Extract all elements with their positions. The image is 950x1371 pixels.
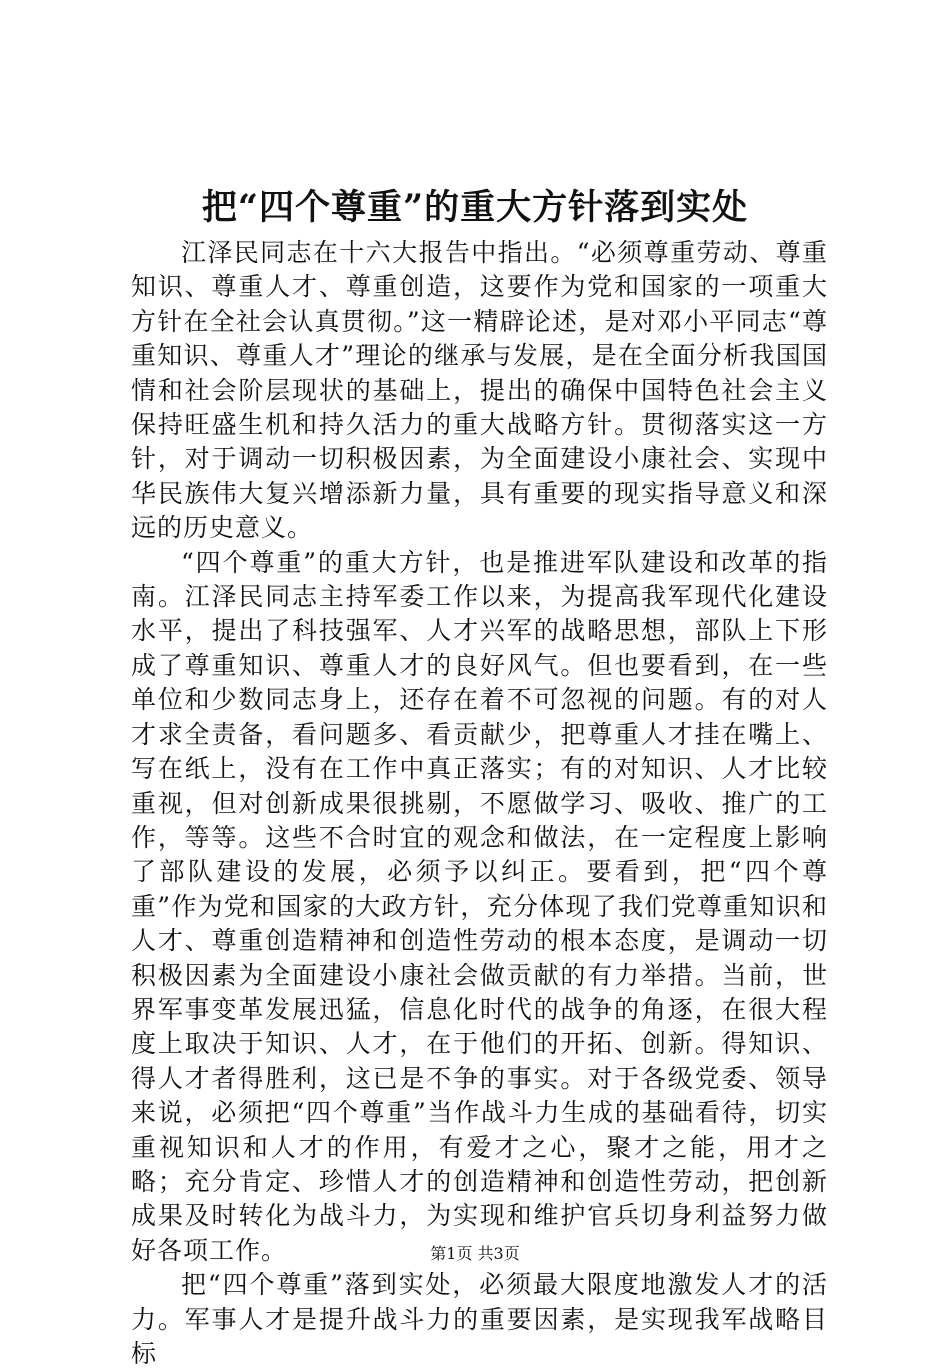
document-body: [131, 236, 828, 1371]
document-title: 把“四个尊重”的重大方针落到实处: [201, 187, 749, 228]
page-number-footer: 第1页 共3页: [430, 1244, 520, 1263]
paragraph-1: 江泽民同志在十六大报告中指出。“必须尊重劳动、尊重知识、尊重人才、尊重创造，这要作为党和国家的一项重大方针在全社会认真贯彻。”这一精辟论述，是对邓小平同志“尊重知识、尊重人才”理论的继承与发展，是在全面分析我国国情和社会阶层现状的基础上，提出的确保中国特色社会主义保持旺盛生机和持久活力的重大战略方针。贯彻落实这一方针，对于调动一切积极因素，为全面建设小康社会、实现中华民族伟大复兴增添新力量，具有重要的现实指导意义和深远的历史意义。: [131, 238, 828, 543]
paragraph-3: 把“四个尊重”落到实处，必须最大限度地激发人才的活力。军事人才是提升战斗力的重要因素，是实现我军战略目标: [131, 1270, 828, 1368]
paragraph-2: “四个尊重”的重大方针，也是推进军队建设和改革的指南。江泽民同志主持军委工作以来，为提高我军现代化建设水平，提出了科技强军、人才兴军的战略思想，部队上下形成了尊重知识、尊重人才的良好风气。但也要看到，在一些单位和少数同志身上，还存在着不可忽视的问题。有的对人才求全责备，看问题多、看贡献少，把尊重人才挂在嘴上、写在纸上，没有在工作中真正落实；有的对知识、人才比较重视，但对创新成果很挑剔，不愿做学习、吸收、推广的工作，等等。这些不合时宜的观念和做法，在一定程度上影响了部队建设的发展，必须予以纠正。要看到，把“四个尊重”作为党和国家的大政方针，充分体现了我们党尊重知识和人才、尊重创造精神和创造性劳动的根本态度，是调动一切积极因素为全面建设小康社会做贡献的有力举措。当前，世界军事变革发展迅猛，信息化时代的战争的角逐，在很大程度上取决于知识、人才，在于他们的开拓、创新。得知识、得人才者得胜利，这已是不争的事实。对于各级党委、领导来说，必须把“四个尊重”当作战斗力生成的基础看待，切实重视知识和人才的作用，有爱才之心，聚才之能，用才之略；充分肯定、珍惜人才的创造精神和创造性劳动，把创新成果及时转化为战斗力，为实现和维护官兵切身利益努力做好各项工作。: [131, 547, 828, 1265]
